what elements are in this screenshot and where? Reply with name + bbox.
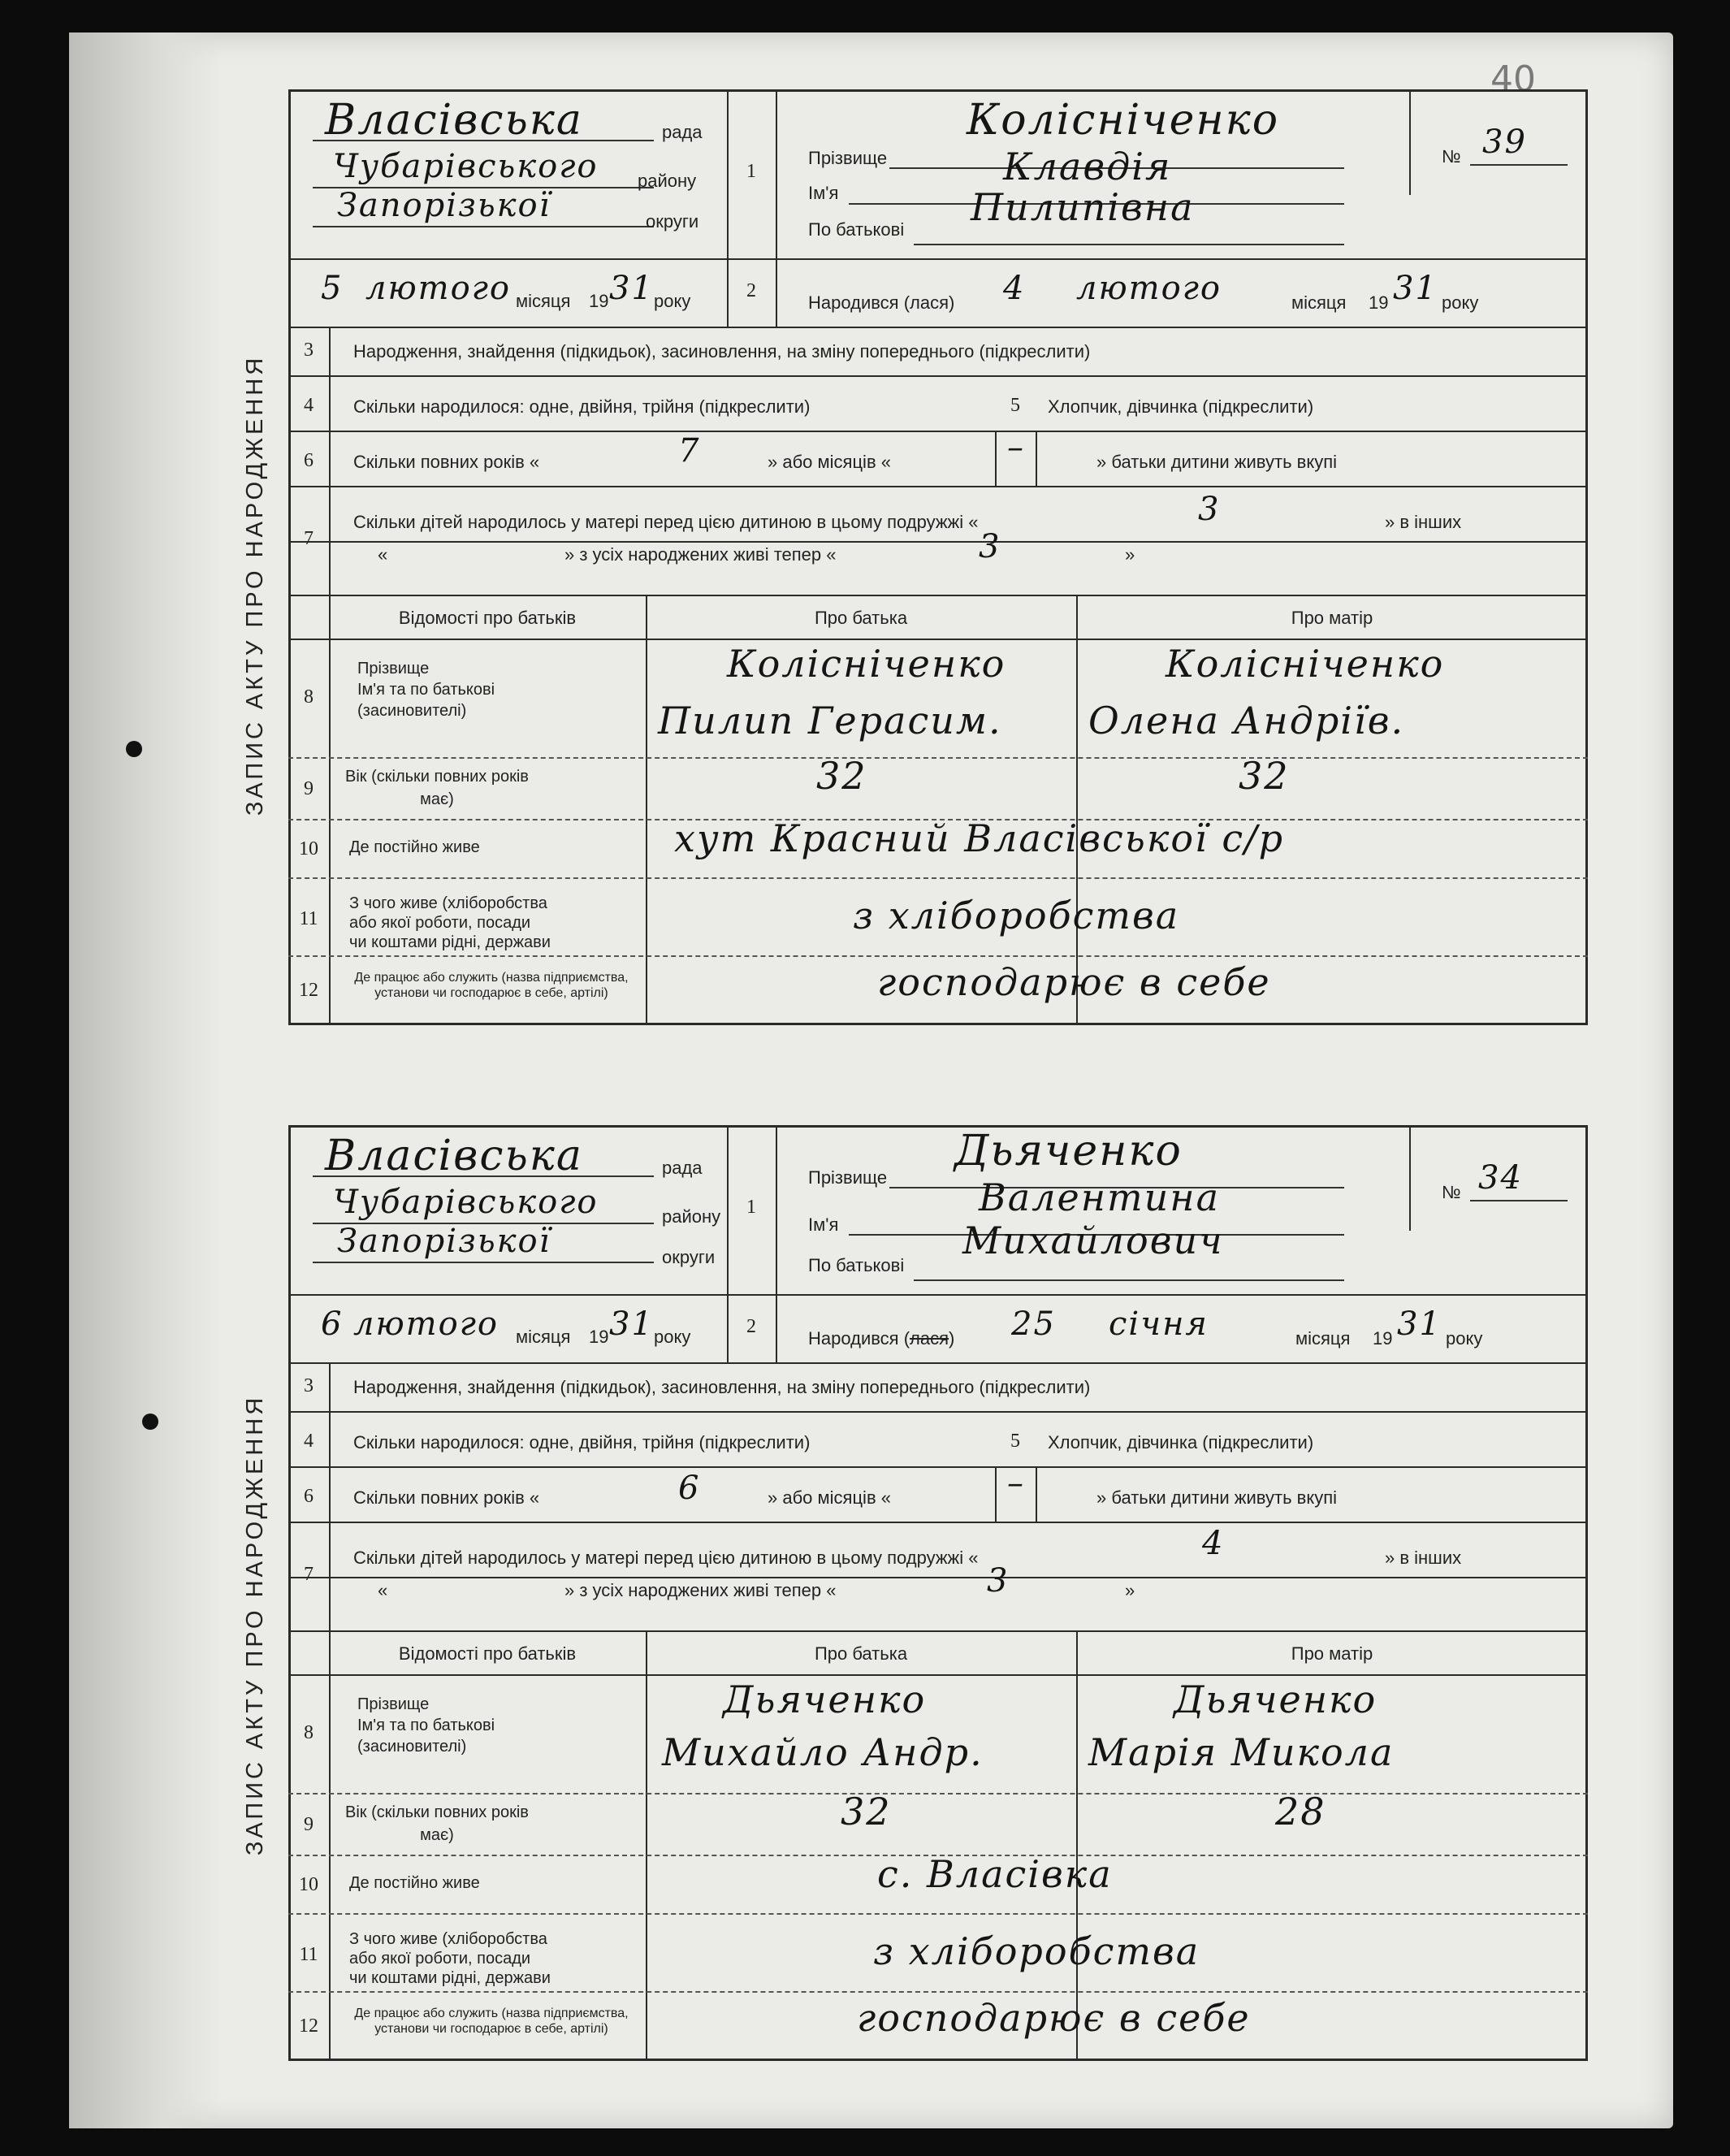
month-label: місяця (516, 291, 571, 311)
raion-label: району (662, 1206, 721, 1227)
mother-header: Про матір (1291, 608, 1373, 628)
row-3-text: Народження, знайдення (підкидьок), засиновлення, на зміну попереднього (підкреслити) (353, 341, 1091, 361)
row-10-label: Де постійно живе (349, 1874, 480, 1892)
row-12-label: Де працює або служить (назва підприємства, установи чи господарює в себе, артілі) (354, 971, 629, 1000)
birth-year: 31 (1393, 270, 1438, 307)
mother-surname: Дьяченко (1174, 1678, 1378, 1721)
row-9-label: Вік (скільки повних років має) (345, 1803, 529, 1844)
father-header: Про батька (814, 608, 908, 628)
reg-month: лютого (365, 270, 511, 307)
raion-label: району (638, 171, 697, 191)
surname-label: Прізвище (808, 1167, 888, 1188)
years-together: 6 (678, 1470, 701, 1507)
row-5-text: Хлопчик, дівчинка (підкреслити) (1048, 1432, 1314, 1452)
children-alive: 3 (979, 528, 1001, 565)
row-10-label: Де постійно живе (349, 838, 480, 856)
father-name: Михайло Андр. (662, 1730, 984, 1774)
row-11-label: З чого живе (хліборобства або якої роботи, посади чи коштами рідні, держави (349, 1930, 551, 1987)
row-6-a: Скільки повних років « (353, 452, 540, 472)
raion-value: Чубарівського (333, 1184, 599, 1221)
raion-value: Чубарівського (333, 148, 599, 185)
father-age: 32 (841, 1790, 892, 1833)
workplace: господарює в себе (857, 1996, 1251, 2040)
parents-info-header: Відомості про батьків (398, 608, 577, 628)
mother-header: Про матір (1291, 1643, 1373, 1664)
okruha-label: округи (646, 211, 699, 232)
row-9-label: Вік (скільки повних років має) (345, 768, 529, 808)
reg-month: лютого (353, 1305, 499, 1343)
birth-year: 31 (1397, 1305, 1442, 1343)
child-patronymic: Пилипівна (971, 185, 1195, 229)
page-number: 40 (1490, 58, 1536, 100)
record-frame (288, 1125, 1588, 2061)
patronymic-label: По батькові (808, 219, 905, 240)
row-8-label: Прізвище Ім'я та по батькові (засиновителі) (357, 1695, 495, 1756)
children-before: 4 (1202, 1525, 1225, 1562)
record-frame (288, 89, 1588, 1025)
child-name: Клавдія (1003, 145, 1172, 188)
reg-day: 6 (321, 1305, 344, 1343)
reg-year: 31 (609, 1305, 654, 1343)
name-label: Ім'я (808, 1214, 839, 1235)
month-label: місяця (516, 1327, 571, 1347)
mother-name: Олена Андріїв. (1088, 699, 1405, 742)
surname-label: Прізвище (808, 148, 888, 168)
child-name: Валентина (979, 1175, 1221, 1219)
children-alive: 3 (987, 1562, 1010, 1600)
born-label: Народився (лася) (808, 292, 955, 313)
reg-year: 31 (609, 270, 654, 307)
number-label: № (1442, 1182, 1461, 1202)
binding-hole (142, 1414, 158, 1430)
row-12-label: Де працює або служить (назва підприємства, установи чи господарює в себе, артілі) (354, 2007, 629, 2036)
record-number: 34 (1478, 1159, 1523, 1197)
father-surname: Дьяченко (723, 1678, 927, 1721)
months-together: – (1007, 1465, 1025, 1502)
binding-hole (126, 741, 142, 757)
rada-label: рада (662, 122, 703, 142)
birth-record-2: Власівська рада Чубарівського району Запорізької округи 6 лютого місяця 19 31 року 1 2 Прізвище Дьяченко Ім'я Валентина По батькові Михайлович Народився (лася) 25 січня місяця 19 31 року № 34 3 Народження, знайдення (підкидьок), засиновлення, на зміну попереднього (підкреслити) 4 Скільки народилося: одне, двійня, трійня (підкреслити) 5 Хлопчик, дівчинка (підкреслити) 6 Скільки повних років « 6 » або місяців « – » батьки дитини живуть вкупі 7 Скільки дітей народилось у матері перед цією дитиною в цьому подружжі « 4 » в інших « » з усіх народжених живі тепер « 3 » Відомості про батьків Про батька Про матір 8 Прізвище Ім'я та по батькові (засиновителі) Дьяченко Михайло Андр. Дьяченко Марія Микола 9 Вік (скільки повних років має) 32 28 10 Де постійно живе с. Власівка 11 З чого живе (хліборобства або якої роботи, посади чи коштами рідні, держави з хліборобства 12 Де працює або служить (назва підприємства, установи чи господарює в себе, артілі) господарює в себе (288, 1125, 1588, 2067)
father-age: 32 (816, 754, 867, 798)
child-patronymic: Михайлович (962, 1219, 1224, 1262)
birth-day: 4 (1003, 270, 1026, 307)
binding-edge (69, 32, 223, 2128)
row-4-text: Скільки народилося: одне, двійня, трійня (підкреслити) (353, 396, 811, 417)
parents-info-header: Відомості про батьків (398, 1643, 577, 1664)
father-header: Про батька (814, 1643, 908, 1664)
residence: хут Красний Власівської с/р (674, 816, 1285, 860)
rada-value: Власівська (325, 96, 583, 145)
child-surname: Дьяченко (954, 1127, 1183, 1175)
row-4-text: Скільки народилося: одне, двійня, трійня (підкреслити) (353, 1432, 811, 1452)
birth-day: 25 (1011, 1305, 1056, 1343)
livelihood: з хліборобства (873, 1929, 1200, 1973)
row-7-a: Скільки дітей народилось у матері перед цією дитиною в цьому подружжі « (353, 1548, 979, 1568)
okruha-value: Запорізької (337, 1223, 551, 1260)
reg-day: 5 (321, 270, 344, 307)
father-surname: Колісніченко (727, 642, 1006, 686)
livelihood: з хліборобства (853, 894, 1180, 937)
workplace: господарює в себе (877, 960, 1271, 1004)
row-7-a: Скільки дітей народилось у матері перед цією дитиною в цьому подружжі « (353, 512, 979, 532)
row-5-text: Хлопчик, дівчинка (підкреслити) (1048, 396, 1314, 417)
name-label: Ім'я (808, 183, 839, 203)
side-title-1: ЗАПИС АКТУ ПРО НАРОДЖЕННЯ (242, 354, 269, 816)
birth-month: січня (1109, 1305, 1209, 1343)
mother-age: 32 (1239, 754, 1290, 798)
mother-age: 28 (1275, 1790, 1326, 1833)
number-label: № (1442, 146, 1461, 167)
row-6-a: Скільки повних років « (353, 1487, 540, 1508)
okruha-value: Запорізької (337, 187, 551, 224)
row-3-text: Народження, знайдення (підкидьок), засиновлення, на зміну попереднього (підкреслити) (353, 1377, 1091, 1397)
rada-value: Власівська (325, 1132, 583, 1180)
row-8-label: Прізвище Ім'я та по батькові (засиновителі) (357, 660, 495, 720)
residence: с. Власівка (877, 1852, 1113, 1896)
mother-surname: Колісніченко (1166, 642, 1445, 686)
okruha-label: округи (662, 1247, 716, 1267)
years-together: 7 (678, 432, 701, 470)
born-label: Народився (лася) (808, 1328, 955, 1349)
row-11-label: З чого живе (хліборобства або якої роботи, посади чи коштами рідні, держави (349, 894, 551, 951)
side-title-2: ЗАПИС АКТУ ПРО НАРОДЖЕННЯ (242, 1394, 269, 1855)
children-before: 3 (1198, 491, 1221, 528)
child-surname: Колісніченко (967, 96, 1280, 145)
father-name: Пилип Герасим. (658, 699, 1002, 742)
birth-record-1: Власівська рада Чубарівського району Запорізької округи 5 лютого місяця 19 31 року 1 2 Прізвище Колісніченко Ім'я Клавдія По батькові Пилипівна Народився (лася) 4 лютого місяця 19 31 року № 39 3 Народження, знайдення (підкидьок), засиновлення, на зміну попереднього (підкреслити) 4 Скільки народилося: одне, двійня, трійня (підкреслити) 5 Хлопчик, дівчинка (підкреслити) 6 Скільки повних років « 7 » або місяців « – » батьки дитини живуть вкупі 7 Скільки дітей народилось у матері перед цією дитиною в цьому подружжі « 3 » в інших « » з усіх народжених живі тепер « 3 » Відомості про батьків Про батька Про матір 8 Прізвище Ім'я та по батькові (засиновителі) Колісніченко Пилип Герасим. Колісніченко Олена Андріїв. 9 Вік (скільки повних років має) 32 32 10 Де постійно живе хут Красний Власівської с/р 11 З чого живе (хліборобства або якої роботи, посади чи коштами рідні, держави з хліборобства 12 Де працює або служить (назва підприємства, установи чи господарює в себе, артілі) господарює в себе (288, 89, 1588, 1032)
mother-name: Марія Микола (1088, 1730, 1395, 1774)
record-number: 39 (1482, 123, 1527, 161)
birth-month: лютого (1076, 270, 1222, 307)
months-together: – (1007, 429, 1025, 466)
rada-label: рада (662, 1158, 703, 1178)
patronymic-label: По батькові (808, 1255, 905, 1275)
